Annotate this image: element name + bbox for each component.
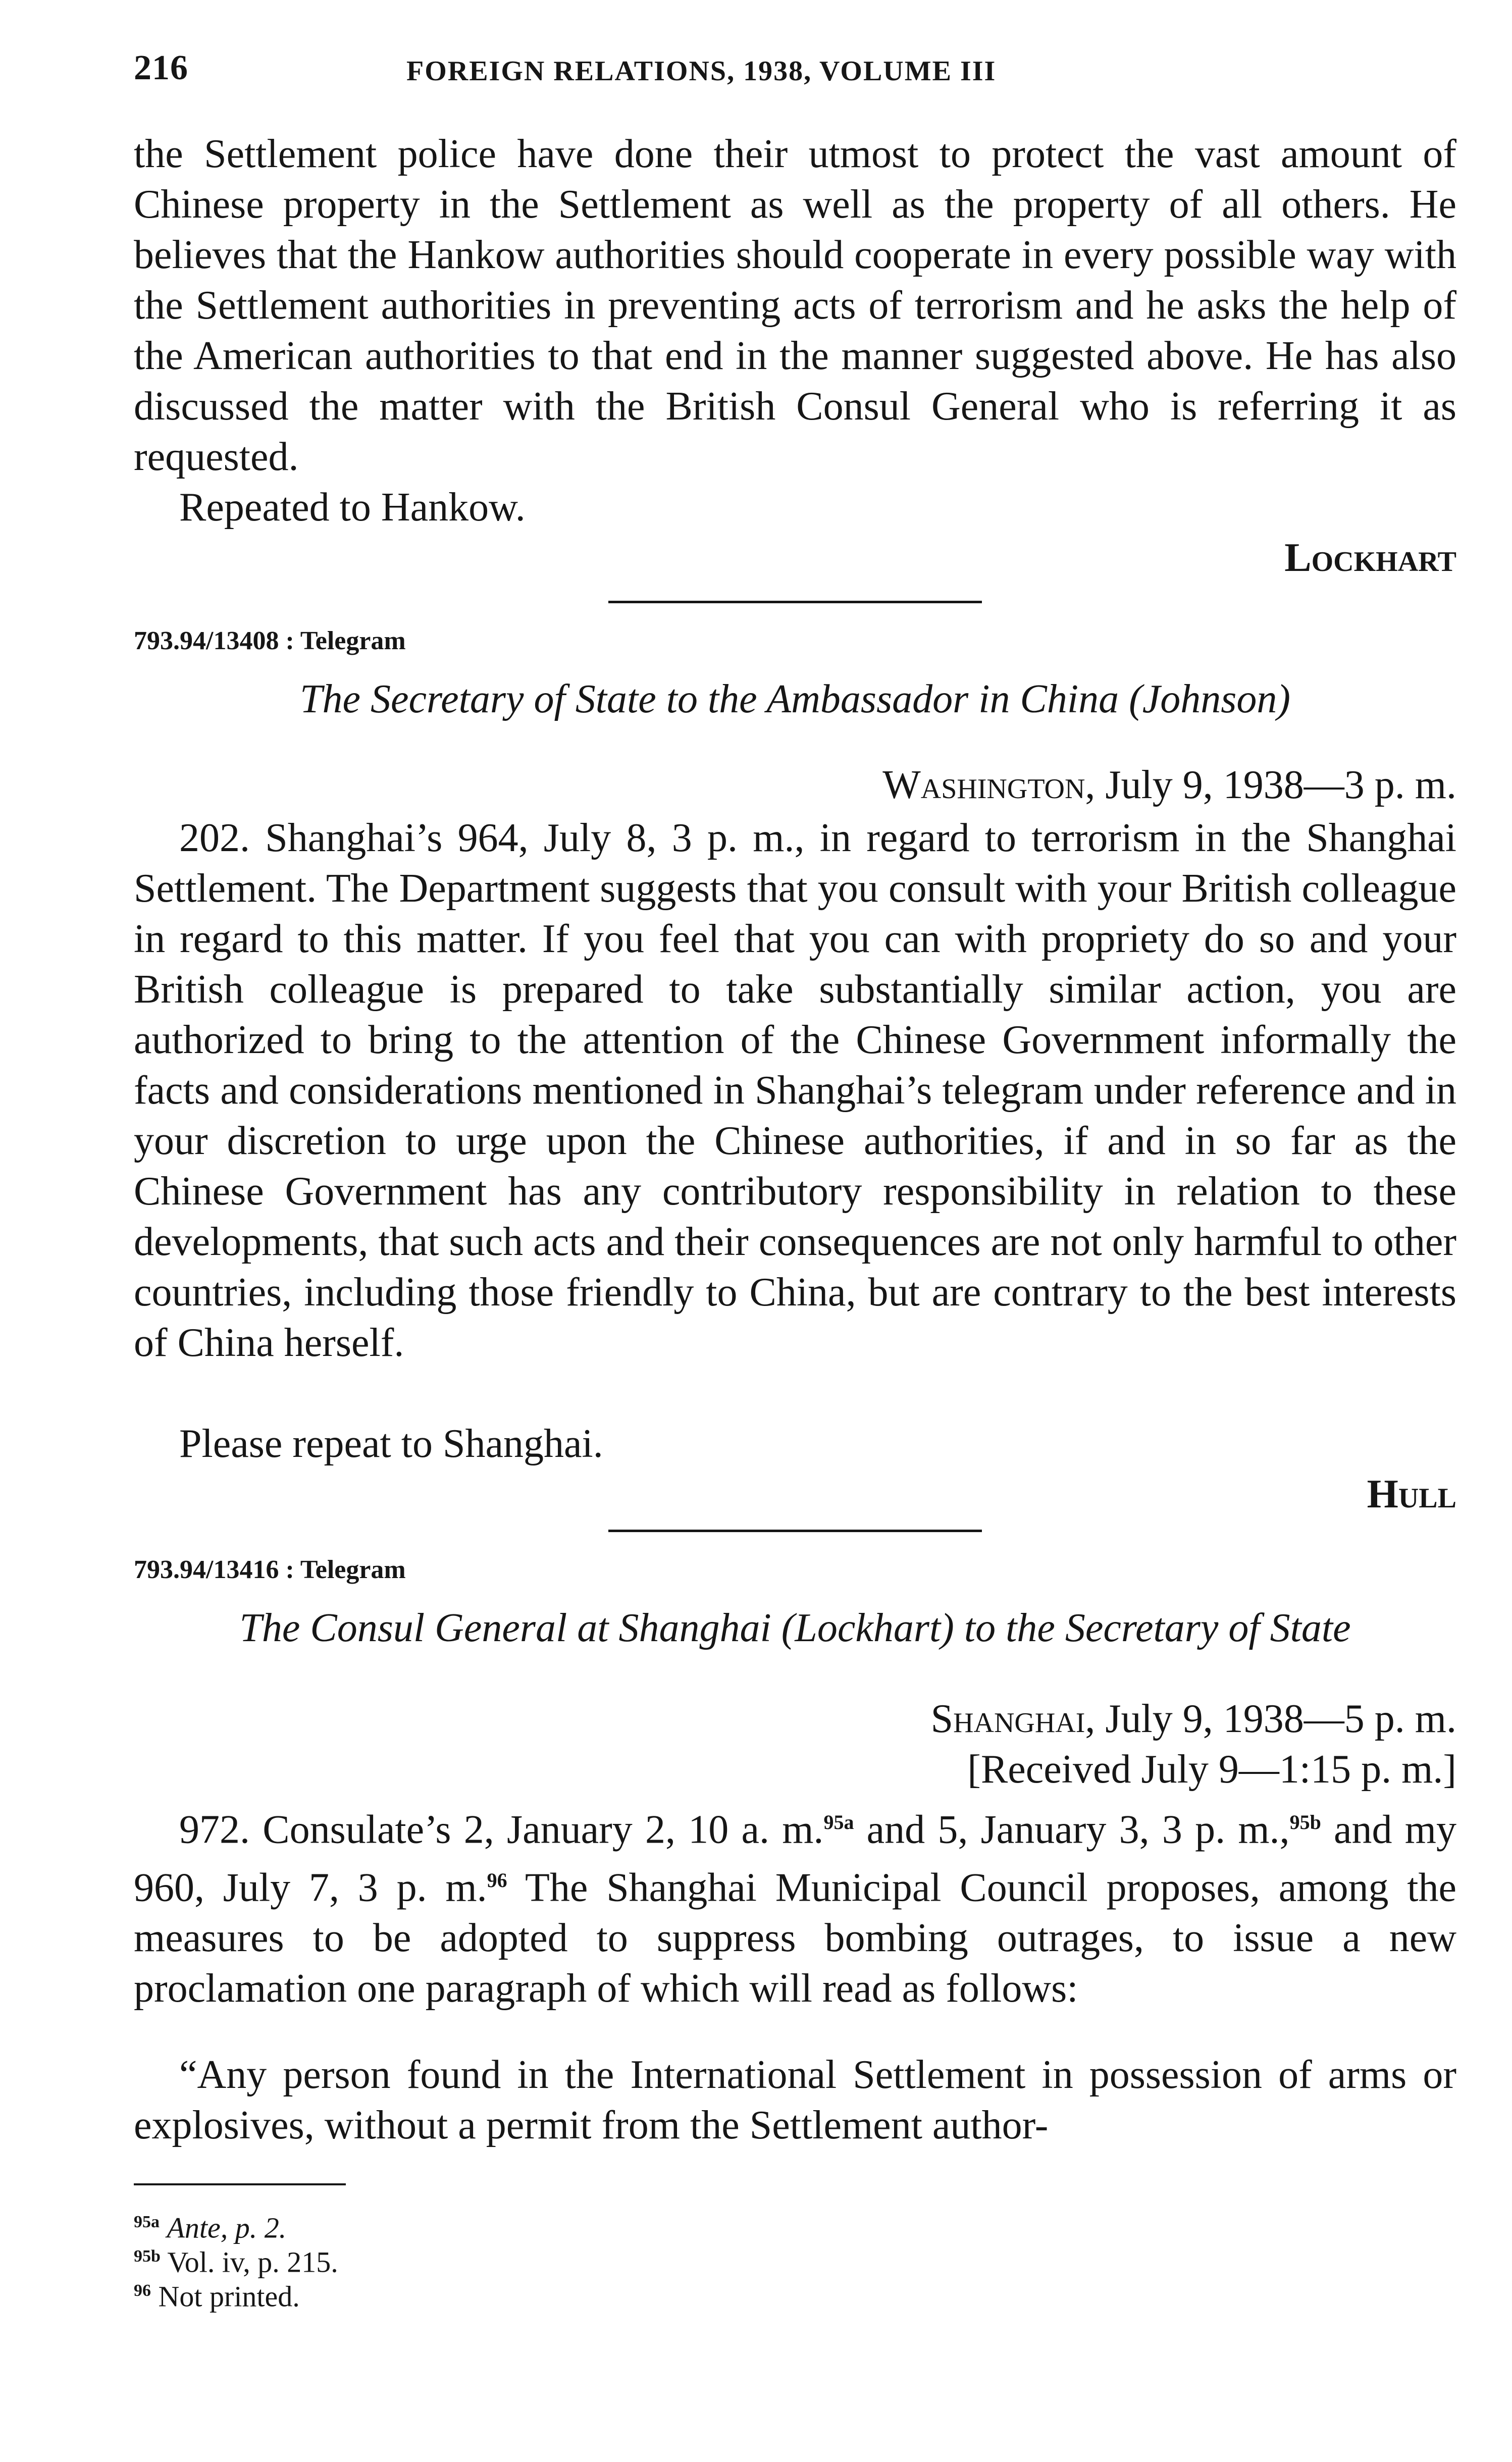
footnote (134, 2275, 300, 2313)
telegram-body: 202. Shanghai’s 964, July 8, 3 p. m., in regard to terrorism in the Shanghai Settlement. The Department suggests that you consult with your British colleague in regard to this matter. If you feel that you can with propriety do so and your British colleague is prepared to take substantially similar action, you are authorized to bring to the attention of the Chinese Government informally the facts and considerations mentioned in Shanghai’s telegram under reference and in your discretion to urge upon the Chinese authorities, if and in so far as the Chinese Government has any contributory responsibility in relation to these developments, that such acts and their consequences are not only harmful to other countries, including those friendly to China, but are contrary to the best interests of China herself. (134, 816, 1456, 1365)
footnote-ref: 95a (823, 1811, 854, 1834)
footnote-ref: 95b (1289, 1811, 1321, 1834)
body-text: and 5, January 3, 3 p. m., (854, 1807, 1290, 1852)
page-header (134, 48, 1456, 93)
dateline (882, 760, 1456, 810)
section-divider (608, 1530, 982, 1532)
repeat-instruction: Please repeat to Shanghai. (179, 1422, 603, 1466)
dateline-date: , July 9, 1938—3 p. m. (1085, 763, 1456, 807)
signature-hull: Hull (1367, 1472, 1456, 1516)
footnote-text: Vol. iv, p. 215. (167, 2245, 338, 2279)
footnote-text: Ante, p. 2. (167, 2211, 287, 2244)
signature-lockhart: Lockhart (1284, 536, 1456, 580)
body-text: 972. Consulate’s 2, January 2, 10 a. m. (179, 1807, 824, 1852)
page-number: 216 (134, 48, 188, 87)
dateline-date: , July 9, 1938—5 p. m. (1085, 1697, 1456, 1741)
proclamation-quote: “Any person found in the International Settlement in possession of arms or explosives, without a permit from the Settlement author- (134, 2053, 1456, 2147)
dateline-place: Shanghai (930, 1697, 1085, 1741)
file-number: 793.94/13416 : Telegram (134, 1555, 406, 1584)
repeated-note: Repeated to Hankow. (179, 485, 526, 530)
continuation-paragraph: the Settlement police have done their utmost to protect the vast amount of Chinese property in the Settlement as well as the property of all others. He believes that the Hankow authorities should cooperate in every possible way with the Settlement authorities in preventing acts of terrorism and he asks the help of the American authorities to that end in the manner suggested above. He has also discussed the matter with the British Consul General who is referring it as requested. (134, 132, 1456, 479)
received-line: [Received July 9—1:15 p. m.] (967, 1747, 1456, 1792)
document-title: The Secretary of State to the Ambassador in China (Johnson) (299, 677, 1291, 721)
footnote-divider (134, 2183, 346, 2185)
footnote (134, 2206, 286, 2244)
footnote-mark: 95b (134, 2247, 161, 2266)
file-number: 793.94/13408 : Telegram (134, 626, 406, 655)
body-text: The Shanghai Municipal Council proposes, among the measures to be adopted to suppress bombing outrages, to issue a new proclamation one paragraph of which will read as follows: (134, 1865, 1456, 2011)
dateline (931, 1694, 1456, 1744)
footnote-ref: 96 (487, 1868, 507, 1892)
document-title: The Consul General at Shanghai (Lockhart) to the Secretary of State (239, 1606, 1351, 1650)
body-text: and my 960, July 7, 3 p. m. (134, 1807, 1457, 1910)
footnote-text: Not printed. (158, 2280, 300, 2313)
telegram-body (134, 1797, 1456, 2014)
footnote (134, 2240, 338, 2278)
footnote-mark: 96 (134, 2281, 151, 2300)
dateline-place: Washington (882, 763, 1085, 807)
running-title: FOREIGN RELATIONS, 1938, VOLUME III (406, 56, 997, 87)
footnote-mark: 95a (134, 2213, 160, 2231)
section-divider (608, 601, 982, 603)
